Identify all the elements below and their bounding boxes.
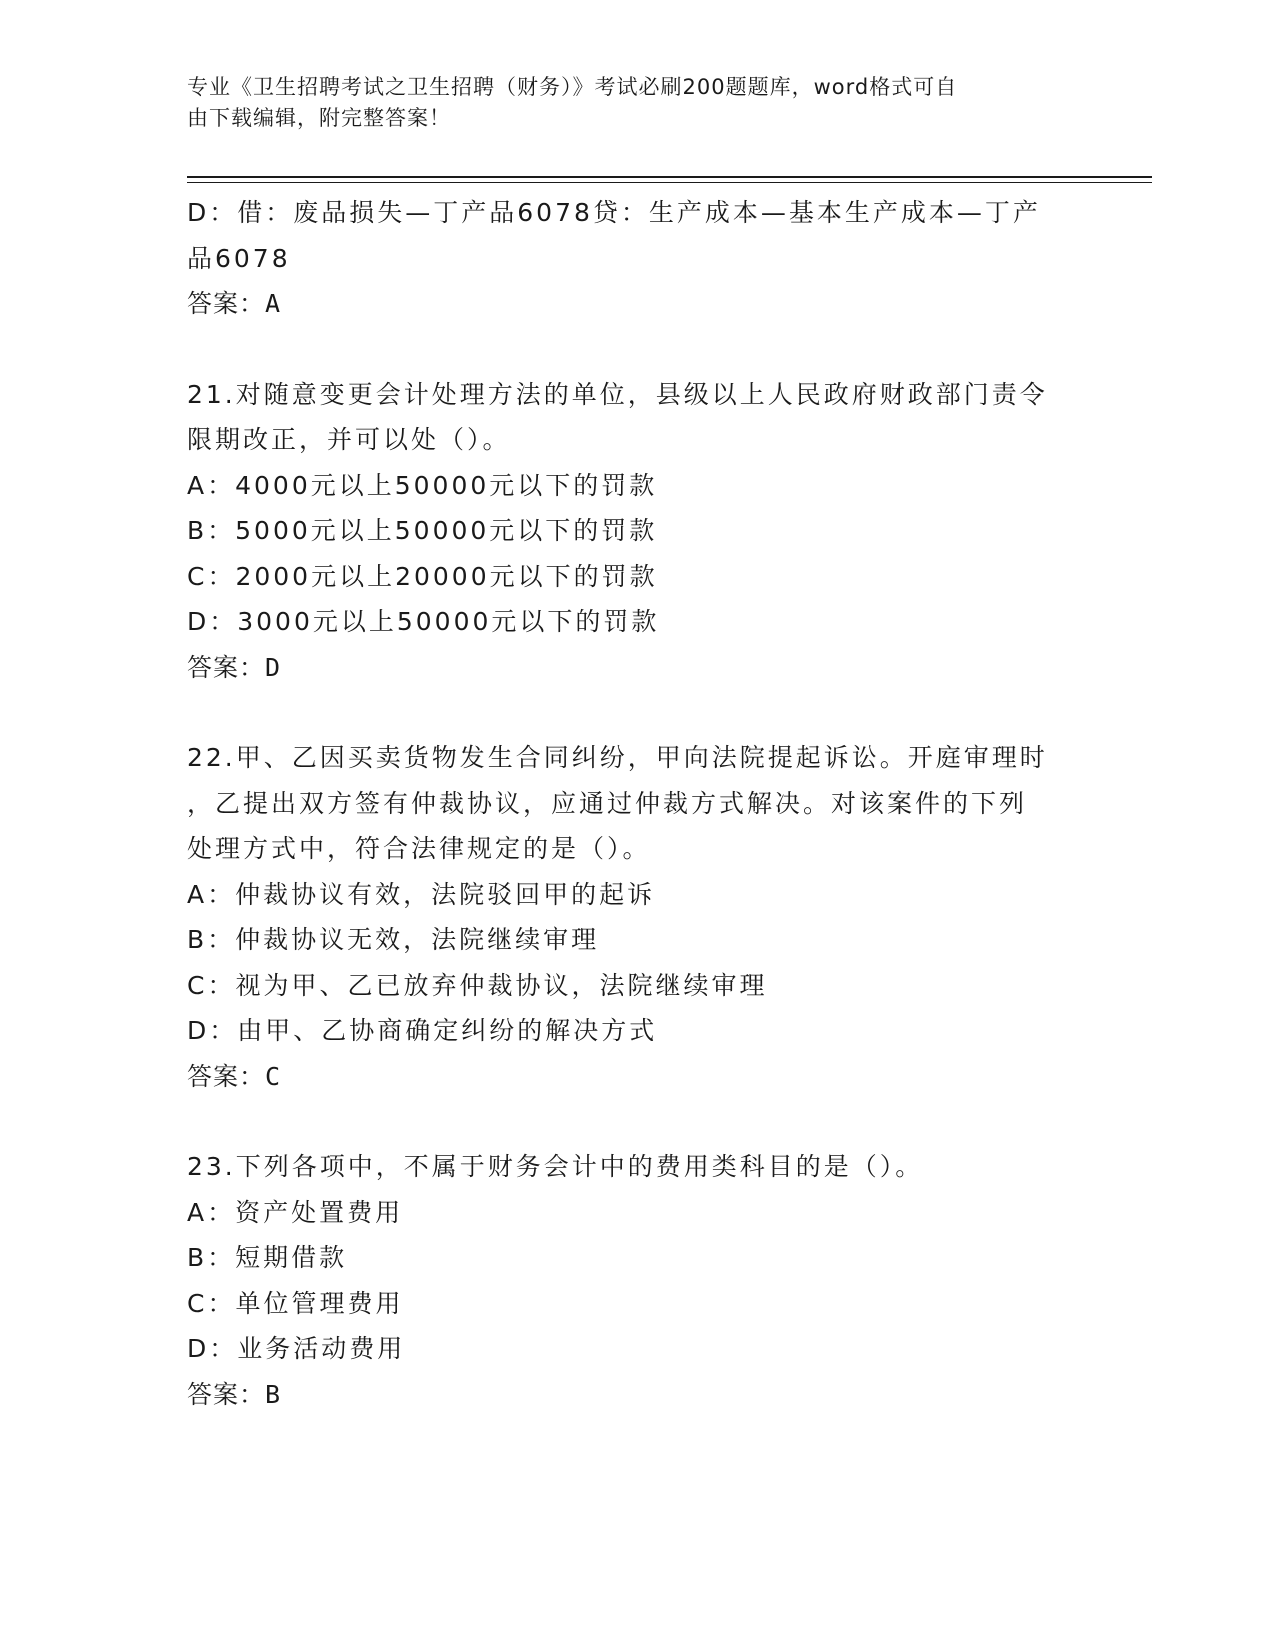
question-stem: 23.下列各项中，不属于财务会计中的费用类科目的是（）。 bbox=[187, 1152, 924, 1181]
question-list bbox=[187, 190, 1087, 1417]
answer-label: 答案： bbox=[187, 289, 266, 318]
answer-line bbox=[187, 281, 1087, 327]
question-stem: 22.甲、乙因买卖货物发生合同纠纷，甲向法院提起诉讼。开庭审理时 bbox=[187, 743, 1048, 772]
option-c: C：2000元以上20000元以下的罚款 bbox=[187, 561, 658, 591]
option-d: D：由甲、乙协商确定纠纷的解决方式 bbox=[187, 1016, 658, 1045]
answer-line bbox=[187, 1372, 1087, 1418]
spacer bbox=[187, 327, 1087, 372]
option-a: A：资产处置费用 bbox=[187, 1197, 404, 1227]
question-stem: 处理方式中，符合法律规定的是（）。 bbox=[187, 834, 651, 863]
question-stem: 限期改正，并可以处（）。 bbox=[187, 425, 511, 454]
answer-value: D bbox=[265, 652, 282, 682]
header-divider-thick bbox=[187, 176, 1152, 178]
prev-question-block bbox=[187, 190, 1087, 327]
answer-value: C bbox=[265, 1061, 282, 1091]
option-b: B：仲裁协议无效，法院继续审理 bbox=[187, 925, 600, 954]
spacer bbox=[187, 1099, 1087, 1144]
option-b: B：短期借款 bbox=[187, 1243, 348, 1272]
header-divider-thin bbox=[187, 182, 1152, 183]
answer-label: 答案： bbox=[187, 1379, 266, 1409]
answer-line bbox=[187, 1054, 1087, 1100]
option-d: D：3000元以上50000元以下的罚款 bbox=[187, 607, 660, 636]
answer-value: A bbox=[265, 289, 282, 318]
header-line-2: 由下载编辑，附完整答案！ bbox=[187, 106, 451, 130]
option-d-continued: 品6078 bbox=[187, 243, 291, 273]
option-a: A：4000元以上50000元以下的罚款 bbox=[187, 470, 658, 500]
question-stem: ，乙提出双方签有仲裁协议，应通过仲裁方式解决。对该案件的下列 bbox=[187, 788, 1028, 818]
option-c: C：单位管理费用 bbox=[187, 1288, 404, 1318]
answer-label: 答案： bbox=[187, 1061, 266, 1091]
option-d: D：借：废品损失—丁产品6078贷：生产成本—基本生产成本—丁产 bbox=[187, 198, 1041, 227]
spacer bbox=[187, 690, 1087, 735]
question-block bbox=[187, 735, 1087, 1099]
header-line-1: 专业《卫生招聘考试之卫生招聘（财务）》考试必刷200题题库，word格式可自 bbox=[187, 75, 958, 99]
question-block bbox=[187, 1144, 1087, 1417]
answer-label: 答案： bbox=[187, 652, 266, 682]
option-c: C：视为甲、乙已放弃仲裁协议，法院继续审理 bbox=[187, 970, 768, 1000]
question-stem: 21.对随意变更会计处理方法的单位，县级以上人民政府财政部门责令 bbox=[187, 379, 1048, 409]
option-b: B：5000元以上50000元以下的罚款 bbox=[187, 516, 658, 545]
option-d: D：业务活动费用 bbox=[187, 1334, 406, 1363]
option-a: A：仲裁协议有效，法院驳回甲的起诉 bbox=[187, 879, 656, 909]
answer-value: B bbox=[265, 1379, 282, 1409]
answer-line bbox=[187, 645, 1087, 691]
question-block bbox=[187, 372, 1087, 691]
document-header bbox=[187, 72, 1067, 134]
